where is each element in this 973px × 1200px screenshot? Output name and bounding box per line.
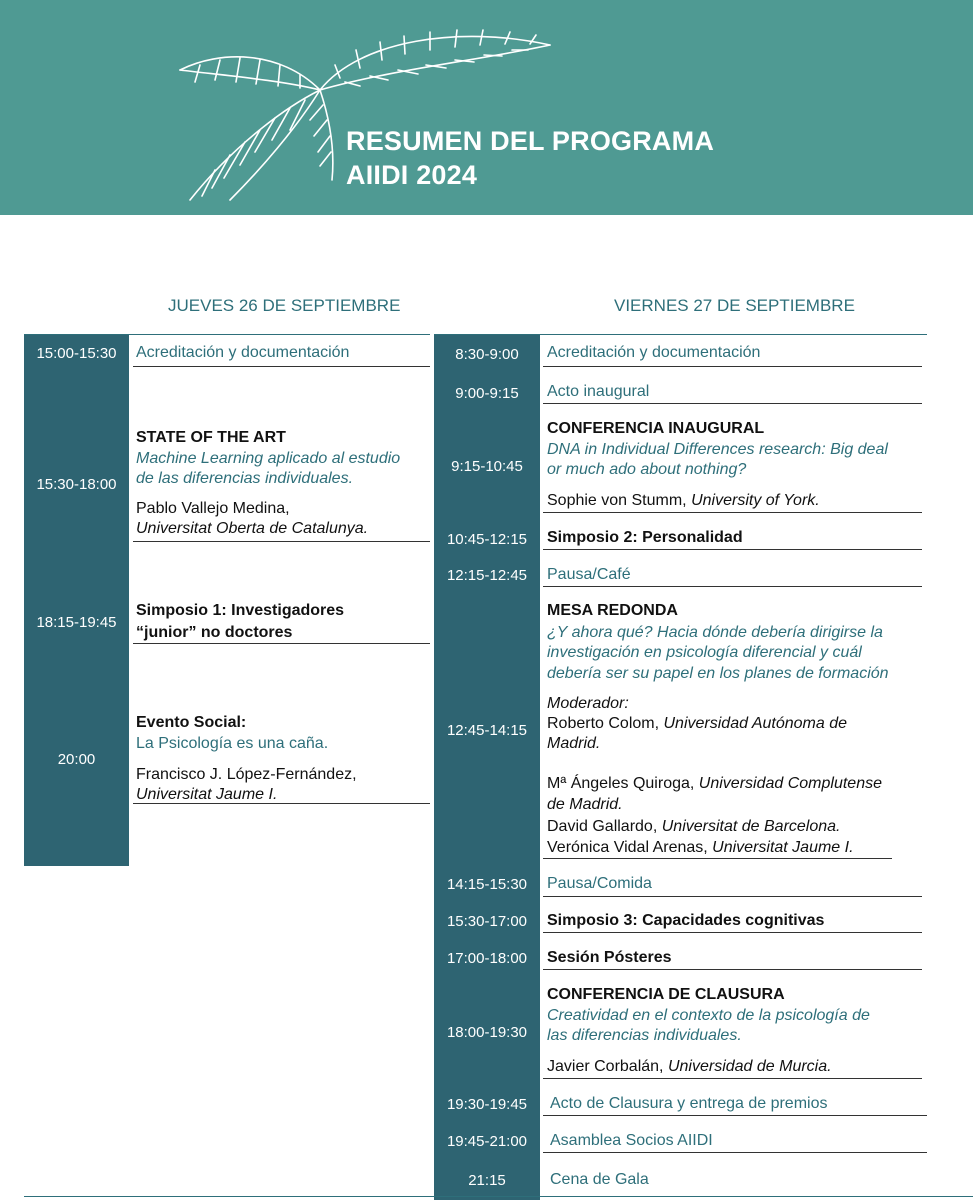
friday-item-3-heading: CONFERENCIA INAUGURAL <box>547 420 765 437</box>
friday-time-3: 9:15-10:45 <box>451 458 523 475</box>
panelist-2-affiliation: Universitat de Barcelona. <box>661 818 841 835</box>
friday-item-3-subtitle-1: DNA in Individual Differences research: Big deal <box>547 441 888 458</box>
friday-item-10-subtitle-1: Creatividad en el contexto de la psicología de <box>547 1007 870 1024</box>
friday-item-10-heading: CONFERENCIA DE CLAUSURA <box>547 986 785 1003</box>
divider <box>543 1078 922 1079</box>
title-line-2: AIIDI 2024 <box>346 160 478 190</box>
thursday-item-2-heading: STATE OF THE ART <box>136 429 286 446</box>
friday-item-11-label: Acto de Clausura y entrega de premios <box>550 1095 828 1112</box>
friday-item-9-heading: Sesión Pósteres <box>547 949 672 966</box>
friday-item-6-heading: MESA REDONDA <box>547 602 678 619</box>
friday-time-1: 8:30-9:00 <box>455 346 519 363</box>
friday-time-6: 12:45-14:15 <box>446 722 528 739</box>
friday-top-rule <box>434 334 927 335</box>
divider <box>543 1115 927 1116</box>
divider <box>543 512 922 513</box>
panelist-1-affiliation-2: de Madrid. <box>547 796 623 813</box>
friday-time-11: 19:30-19:45 <box>446 1096 528 1113</box>
panelist-1-affiliation-1: Universidad Complutense <box>698 775 882 792</box>
friday-time-5: 12:15-12:45 <box>446 567 528 584</box>
divider <box>543 549 922 550</box>
friday-item-5-label: Pausa/Café <box>547 566 631 583</box>
friday-time-9: 17:00-18:00 <box>446 950 528 967</box>
friday-item-13-label: Cena de Gala <box>550 1171 649 1188</box>
bottom-rule <box>24 1196 973 1197</box>
thursday-time-3: 18:15-19:45 <box>36 614 117 631</box>
thursday-item-2-subtitle-1: Machine Learning aplicado al estudio <box>136 450 401 467</box>
moderator-affiliation-1: Universidad Autónoma de <box>663 715 848 732</box>
friday-item-10-speaker: Javier Corbalán, <box>547 1058 664 1075</box>
divider <box>543 969 922 970</box>
thursday-item-2-affiliation: Universitat Oberta de Catalunya. <box>136 520 369 537</box>
thursday-time-1: 15:00-15:30 <box>36 345 117 362</box>
friday-item-6-subtitle-3: debería ser su papel en los planes de formación <box>547 665 889 682</box>
friday-time-12: 19:45-21:00 <box>446 1133 528 1150</box>
divider <box>543 932 922 933</box>
friday-item-2-label: Acto inaugural <box>547 383 650 400</box>
friday-item-6-subtitle-2: investigación en psicología diferencial y cuál <box>547 644 862 661</box>
page-title <box>346 124 714 192</box>
thursday-item-4-subtitle: La Psicología es una caña. <box>136 735 329 752</box>
friday-item-3-subtitle-2: or much ado about nothing? <box>547 461 747 478</box>
thursday-item-2-speaker: Pablo Vallejo Medina, <box>136 500 290 517</box>
divider <box>543 858 892 859</box>
friday-time-13: 21:15 <box>468 1172 506 1189</box>
friday-item-6-subtitle-1: ¿Y ahora qué? Hacia dónde debería dirigirse la <box>547 624 883 641</box>
friday-item-8-heading: Simposio 3: Capacidades cognitivas <box>547 912 825 929</box>
moderator-name: Roberto Colom, <box>547 715 660 732</box>
thursday-item-3-heading-2: “junior” no doctores <box>136 624 293 641</box>
divider <box>133 541 430 542</box>
friday-heading: VIERNES 27 DE SEPTIEMBRE <box>614 296 855 315</box>
divider <box>543 1152 927 1153</box>
panelist-3-name: Verónica Vidal Arenas, <box>547 839 708 856</box>
friday-item-3-speaker <box>547 491 820 511</box>
friday-time-2: 9:00-9:15 <box>455 385 519 402</box>
divider <box>543 896 922 897</box>
thursday-item-4-heading: Evento Social: <box>136 714 247 731</box>
friday-time-7: 14:15-15:30 <box>446 876 528 893</box>
title-line-1: RESUMEN DEL PROGRAMA <box>346 126 715 156</box>
thursday-item-1-label: Acreditación y documentación <box>136 344 350 361</box>
divider <box>133 366 430 367</box>
friday-time-4: 10:45-12:15 <box>446 531 528 548</box>
panelist-2-name: David Gallardo, <box>547 818 658 835</box>
friday-time-10: 18:00-19:30 <box>446 1024 528 1041</box>
friday-item-6-moderator-label: Moderador: <box>547 695 629 712</box>
thursday-time-2: 15:30-18:00 <box>36 476 117 493</box>
moderator-affiliation-2: Madrid. <box>547 735 601 752</box>
thursday-time-4: 20:00 <box>57 751 96 768</box>
friday-item-4-heading: Simposio 2: Personalidad <box>547 529 743 546</box>
divider <box>133 803 430 804</box>
thursday-item-4-affiliation: Universitat Jaume I. <box>136 786 278 803</box>
friday-item-12-label: Asamblea Socios AIIDI <box>550 1132 713 1149</box>
friday-time-8: 15:30-17:00 <box>446 913 528 930</box>
divider <box>543 366 922 367</box>
friday-item-7-label: Pausa/Comida <box>547 875 652 892</box>
thursday-time-column <box>24 334 129 866</box>
thursday-item-3-heading-1: Simposio 1: Investigadores <box>136 602 345 619</box>
friday-item-10-affiliation: Universidad de Murcia. <box>667 1058 832 1075</box>
friday-item-3-affiliation: University of York. <box>691 492 820 509</box>
panelist-1-name: Mª Ángeles Quiroga, <box>547 775 695 792</box>
panelist-3-affiliation: Universitat Jaume I. <box>712 839 854 856</box>
divider <box>543 403 922 404</box>
divider <box>543 586 922 587</box>
thursday-top-rule <box>24 334 430 335</box>
friday-item-3-speaker-name: Sophie von Stumm, <box>547 492 687 509</box>
thursday-heading: JUEVES 26 DE SEPTIEMBRE <box>168 296 401 315</box>
thursday-item-4-speaker: Francisco J. López-Fernández, <box>136 766 357 783</box>
header-banner <box>0 0 973 215</box>
thursday-item-2-subtitle-2: de las diferencias individuales. <box>136 470 354 487</box>
divider <box>133 643 430 644</box>
friday-item-1-label: Acreditación y documentación <box>547 344 761 361</box>
friday-item-10-subtitle-2: las diferencias individuales. <box>547 1027 742 1044</box>
